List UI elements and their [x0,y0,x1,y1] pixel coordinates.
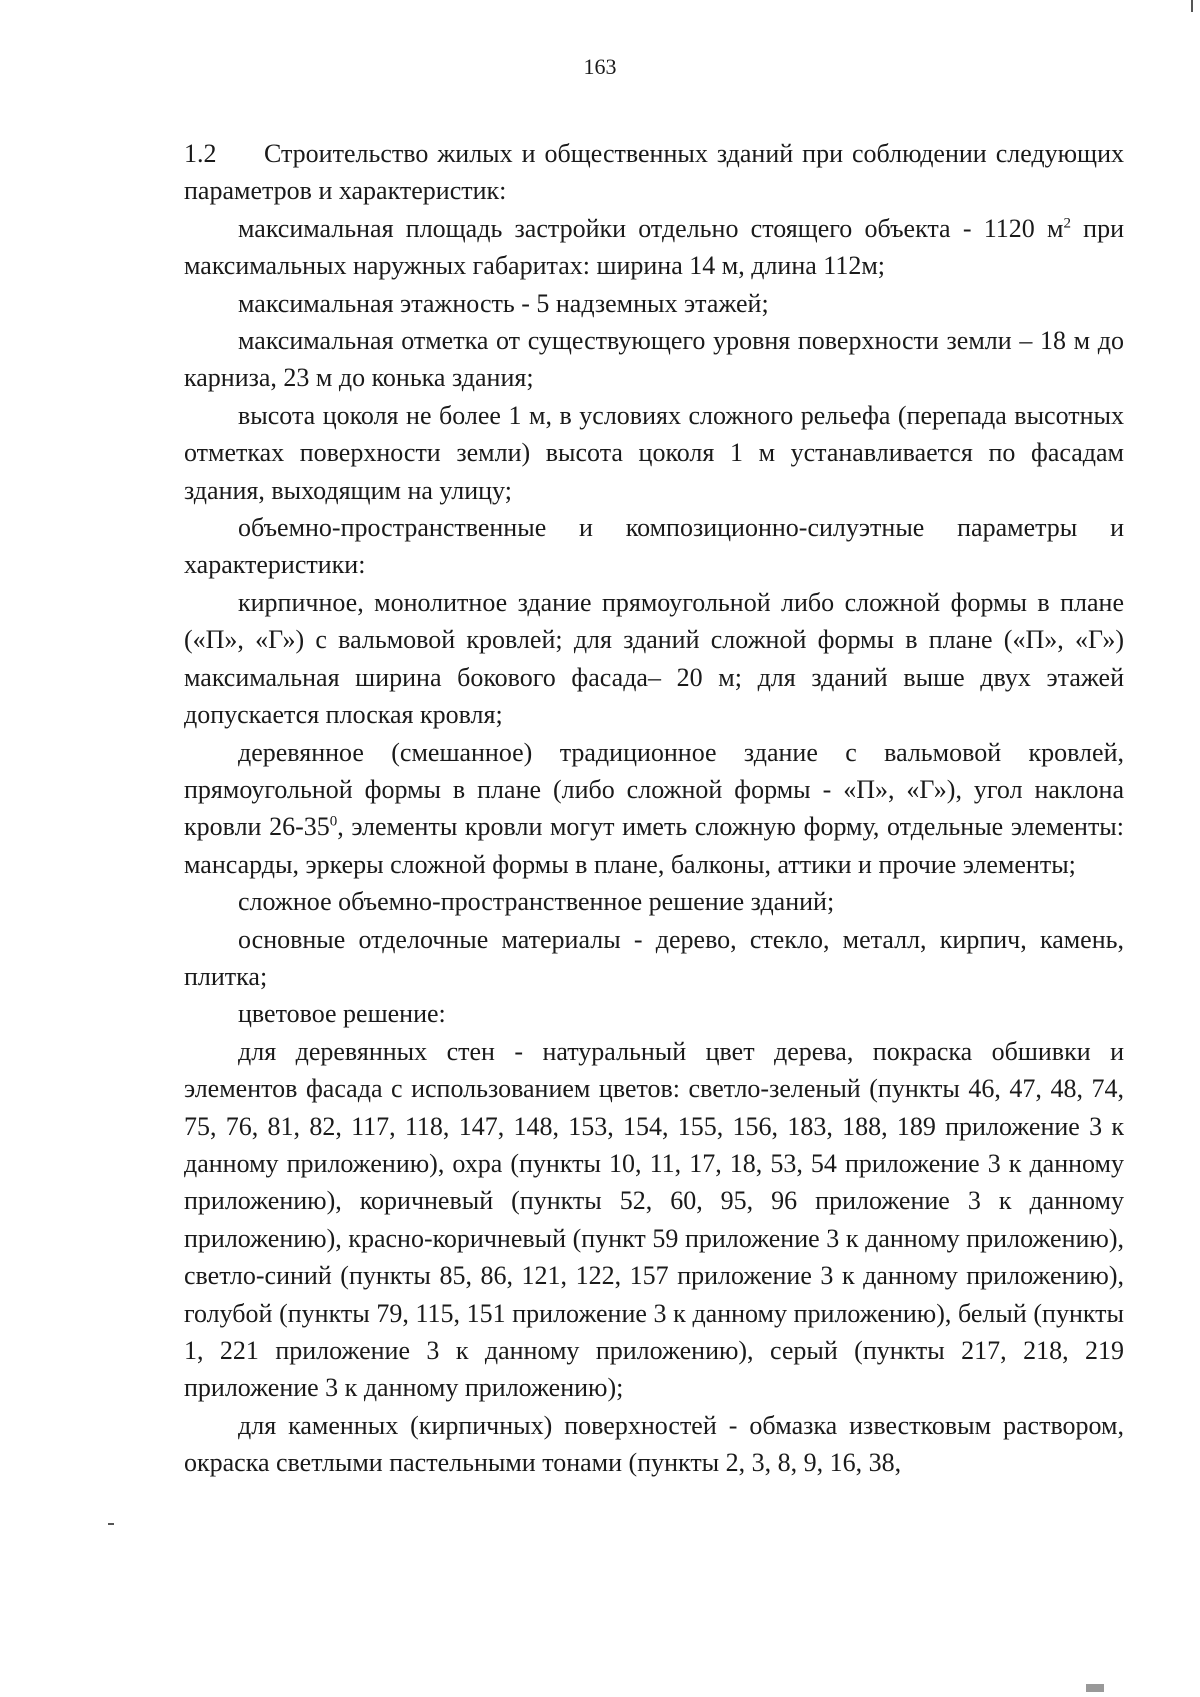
paragraph-building-area-text: максимальная площадь застройки отдельно стоящего объекта - 1120 м [238,213,1064,243]
paragraph-volumetric-params: объемно-пространственные и композиционно-силуэтные параметры и характеристики: [184,513,1124,580]
paragraph-finishing-materials: основные отделочные материалы - дерево, стекло, металл, кирпич, камень, плитка; [184,924,1124,991]
paragraph-max-floors: максимальная этажность - 5 надземных этажей; [238,288,769,318]
paragraph-wooden-building-text-end: , элементы кровли могут иметь сложную форму, отдельные элементы: мансарды, эркеры сложной формы в плане, балконы, аттики и прочие элементы; [184,812,1124,879]
paragraph-max-height: максимальная отметка от существующего уровня поверхности земли – 18 м до карниза, 23 м до конька здания; [184,326,1124,393]
scan-artifact-bottom [1086,1684,1104,1692]
paragraph-wooden-building [184,734,1124,884]
section-title: Строительство жилых и общественных зданий при соблюдении следующих параметров и характеристик: [184,139,1124,206]
superscript-degree: 0 [329,813,338,830]
superscript-square: 2 [1063,215,1071,232]
paragraph-wooden-building-text: деревянное (смешанное) традиционное здание с вальмовой кровлей, прямоугольной формы в плане (либо сложной формы - «П», «Г»), угол наклона кровли 26-35 [184,737,1124,842]
section-number: 1.2 [184,139,217,168]
page-number: 163 [583,54,617,79]
paragraph-color-solution: цветовое решение: [238,999,446,1029]
scan-artifact-right-edge [1191,0,1193,12]
paragraph-stone-surfaces: для каменных (кирпичных) поверхностей - обмазка известковым раствором, окраска светлыми пастельными тонами (пункты 2, 3, 8, 9, 16, 38, [184,1410,1124,1478]
paragraph-brick-building: кирпичное, монолитное здание прямоугольной либо сложной формы в плане («П», «Г») с вальмовой кровлей; для зданий сложной формы в плане («П», «Г») максимальная ширина бокового фасада– 20 м; для зданий выше двух этажей допускается плоская кровля; [184,587,1124,730]
paragraph-plinth-height: высота цоколя не более 1 м, в условиях сложного рельефа (перепада высотных отметках поверхности земли) высота цоколя 1 м устанавливается по фасадам здания, выходящим на улицу; [184,400,1124,505]
paragraph-wooden-walls-colors: для деревянных стен - натуральный цвет дерева, покраска обшивки и элементов фасада с использованием цветов: светло-зеленый (пункты 46, 47, 48, 74, 75, 76, 81, 82, 117, 118, 147, 148, 153, 154, 155, 156, 183, 188, 189 приложение 3 к данному приложению), охра (пункты 10, 11, 17, 18, 53, 54 приложение 3 к данному приложению), коричневый (пункты 52, 60, 95, 96 приложение 3 к данному приложению), красно-коричневый (пункт 59 приложение 3 к данному приложению), светло-синий (пункты 85, 86, 121, 122, 157 приложение 3 к данному приложению), голубой (пункты 79, 115, 151 приложение 3 к данному приложению), белый (пункты 1, 221 приложение 3 к данному приложению), серый (пункты 217, 218, 219 приложение 3 к данному приложению); [184,1036,1124,1403]
scan-artifact-left [108,1523,114,1525]
paragraph-complex-solution: сложное объемно-пространственное решение зданий; [238,887,835,917]
paragraph-building-area [184,210,1124,285]
paragraph-building-area-text-end: при максимальных наружных габаритах: ширина 14 м, длина 112м; [184,213,1124,281]
document-body [184,135,1124,1482]
section-heading [184,135,1124,210]
